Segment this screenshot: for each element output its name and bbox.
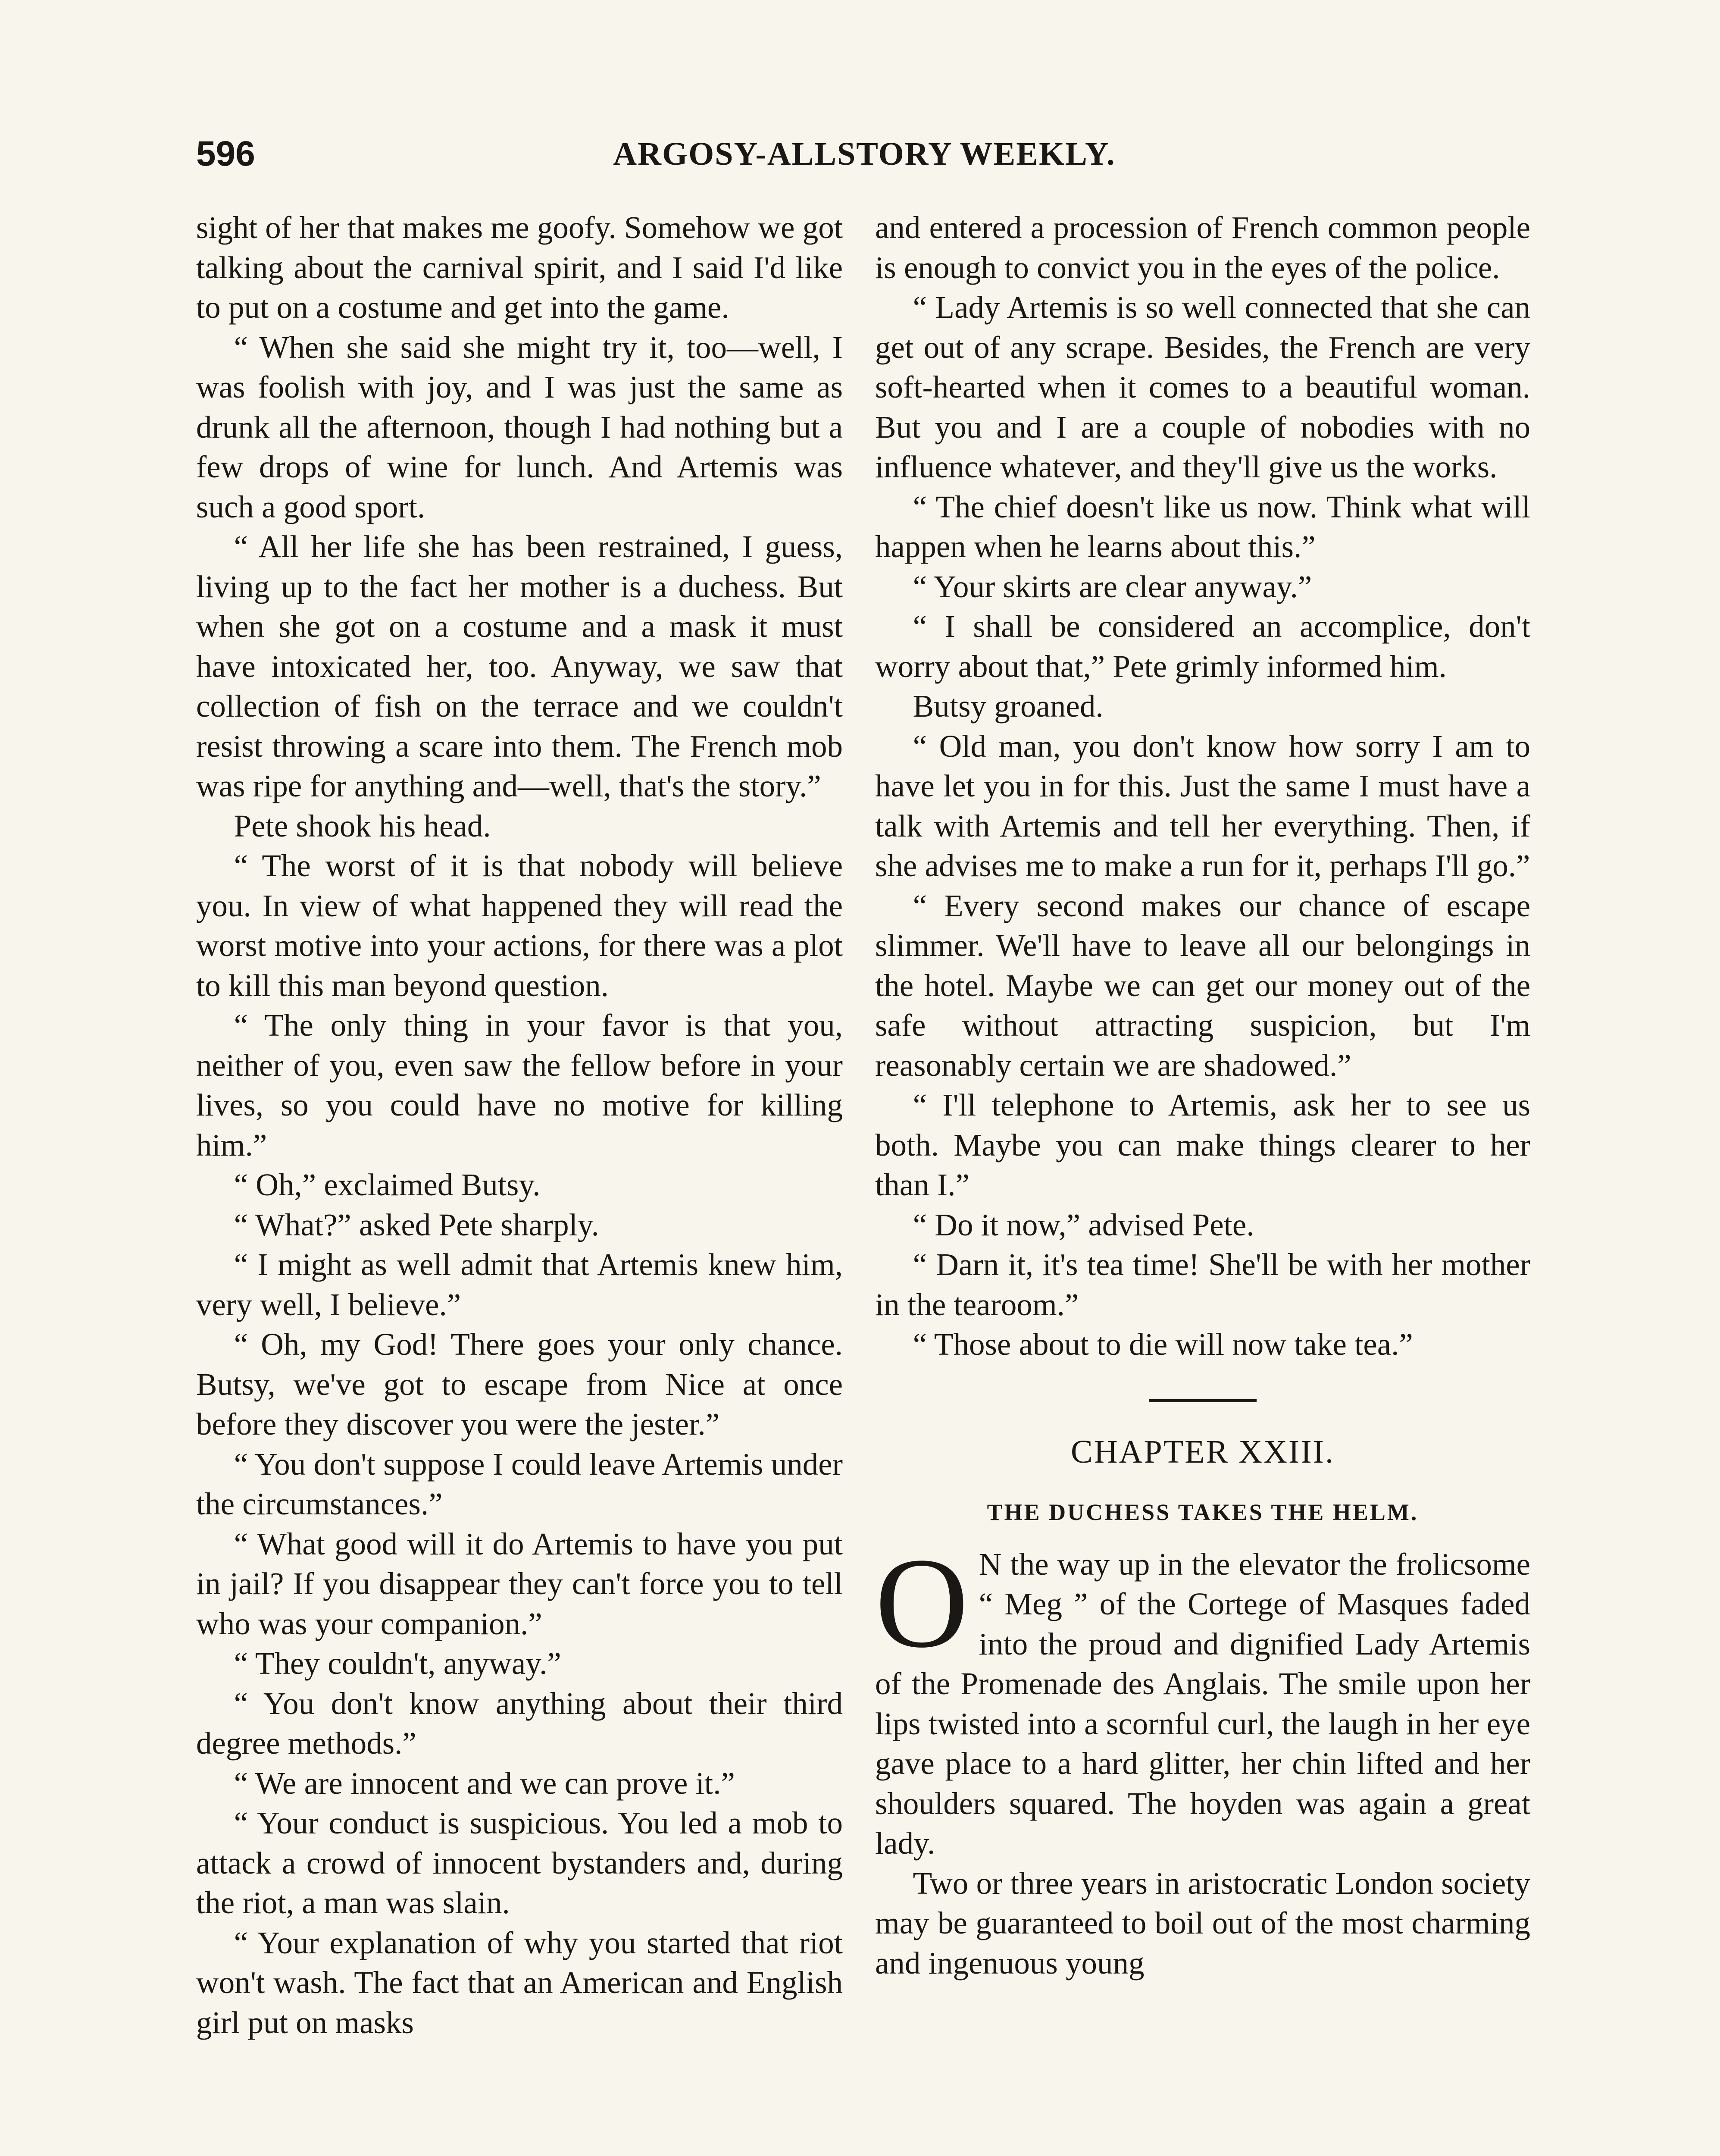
paragraph: Pete shook his head. (234, 808, 491, 843)
paragraph: “ Your explanation of why you started that riot won't wash. The fact that an American and English girl put on masks (196, 1925, 843, 2040)
paragraph: “ I'll telephone to Artemis, ask her to see us both. Maybe you can make things clearer to her than I.” (875, 1087, 1530, 1202)
paragraph: “ The only thing in your favor is that you, neither of you, even saw the fellow before in your lives, so you could have no motive for killing him.” (196, 1008, 843, 1163)
paragraph: “ We are innocent and we can prove it.” (234, 1765, 735, 1801)
paragraph: “ You don't know anything about their third degree methods.” (196, 1686, 843, 1761)
first-paragraph-text: N the way up in the elevator the frolicsome “ Meg ” of the Cortege of Masques faded into the proud and dignified Lady Artemis of the Promenade des Anglais. The smile upon her lips twisted into a scornful curl, the laugh in her eye gave place to a hard glitter, her chin lifted and her shoulders squared. The hoyden was again a great lady. (875, 1546, 1530, 1861)
section-rule (1149, 1399, 1257, 1402)
paragraph: “ The worst of it is that nobody will believe you. In view of what happened they will read the worst motive into your actions, for there was a plot to kill this man beyond question. (196, 848, 843, 1003)
chapter-first-paragraph (875, 1531, 1530, 1864)
right-column-paragraphs (875, 208, 1530, 1365)
paragraph: “ The chief doesn't like us now. Think what will happen when he learns about this.” (875, 489, 1530, 564)
chapter-paragraphs (875, 1864, 1530, 1984)
paragraph: “ They couldn't, anyway.” (234, 1646, 561, 1681)
paragraph: sight of her that makes me goofy. Somehow we got talking about the carnival spirit, and I said I'd like to put on a costume and get into the game. (196, 210, 843, 325)
paragraph: “ Oh,” exclaimed Butsy. (234, 1167, 541, 1202)
running-head: ARGOSY-ALLSTORY WEEKLY. (613, 136, 1116, 172)
chapter-heading: CHAPTER XXIII. (1071, 1433, 1335, 1470)
paragraph: “ Lady Artemis is so well connected that she can get out of any scrape. Besides, the French are very soft-hearted when it comes to a beautiful woman. But you and I are a couple of nobodies with no influence whatever, and they'll give us the works. (875, 290, 1530, 484)
paragraph: “ Your skirts are clear anyway.” (913, 569, 1312, 604)
left-column (196, 208, 843, 2043)
paragraph: Butsy groaned. (913, 689, 1104, 724)
paragraph: “ All her life she has been restrained, I guess, living up to the fact her mother is a duchess. But when she got on a costume and a mask it must have intoxicated her, too. Anyway, we saw that collection of fish on the terrace and we couldn't resist throwing a scare into them. The French mob was ripe for anything and—well, that's the story.” (196, 529, 843, 803)
paragraph: “ When she said she might try it, too—well, I was foolish with joy, and I was just the same as drunk all the afternoon, though I had nothing but a few drops of wine for lunch. And Artemis was such a good sport. (196, 329, 843, 524)
chapter-subtitle: THE DUCHESS TAKES THE HELM. (987, 1499, 1419, 1525)
paragraph: and entered a procession of French common people is enough to convict you in the eyes of the police. (875, 210, 1530, 285)
paragraph: “ What good will it do Artemis to have you put in jail? If you disappear they can't force you to tell who was your companion.” (196, 1526, 843, 1641)
page-number: 596 (196, 134, 255, 173)
paragraph: Two or three years in aristocratic London society may be guaranteed to boil out of the most charming and ingenuous young (875, 1865, 1530, 1981)
paragraph: “ You don't suppose I could leave Artemis under the circumstances.” (196, 1446, 843, 1521)
paragraph: “ What?” asked Pete sharply. (234, 1207, 599, 1242)
paragraph: “ Oh, my God! There goes your only chance. Butsy, we've got to escape from Nice at once before they discover you were the jester.” (196, 1327, 843, 1442)
paragraph: “ Every second makes our chance of escape slimmer. We'll have to leave all our belongings in the hotel. Maybe we can get our money out of the safe without attracting suspicion, but I'm reasonably certain we are shadowed.” (875, 888, 1530, 1083)
paragraph: “ Those about to die will now take tea.” (913, 1327, 1413, 1362)
paragraph: “ Old man, you don't know how sorry I am to have let you in for this. Just the same I must have a talk with Artemis and tell her everything. Then, if she advises me to make a run for it, perhaps I'll go.” (875, 728, 1530, 883)
paragraph: “ I shall be considered an accomplice, don't worry about that,” Pete grimly informed him. (875, 609, 1530, 684)
paragraph: “ Do it now,” advised Pete. (913, 1207, 1254, 1242)
paragraph: “ Darn it, it's tea time! She'll be with her mother in the tearoom.” (875, 1247, 1530, 1322)
paragraph: “ Your conduct is suspicious. You led a mob to attack a crowd of innocent bystanders and, during the riot, a man was slain. (196, 1805, 843, 1920)
paragraph: “ I might as well admit that Artemis knew him, very well, I believe.” (196, 1247, 843, 1322)
drop-cap: O (875, 1531, 969, 1674)
right-column (875, 208, 1530, 1983)
page-header (196, 126, 1532, 182)
